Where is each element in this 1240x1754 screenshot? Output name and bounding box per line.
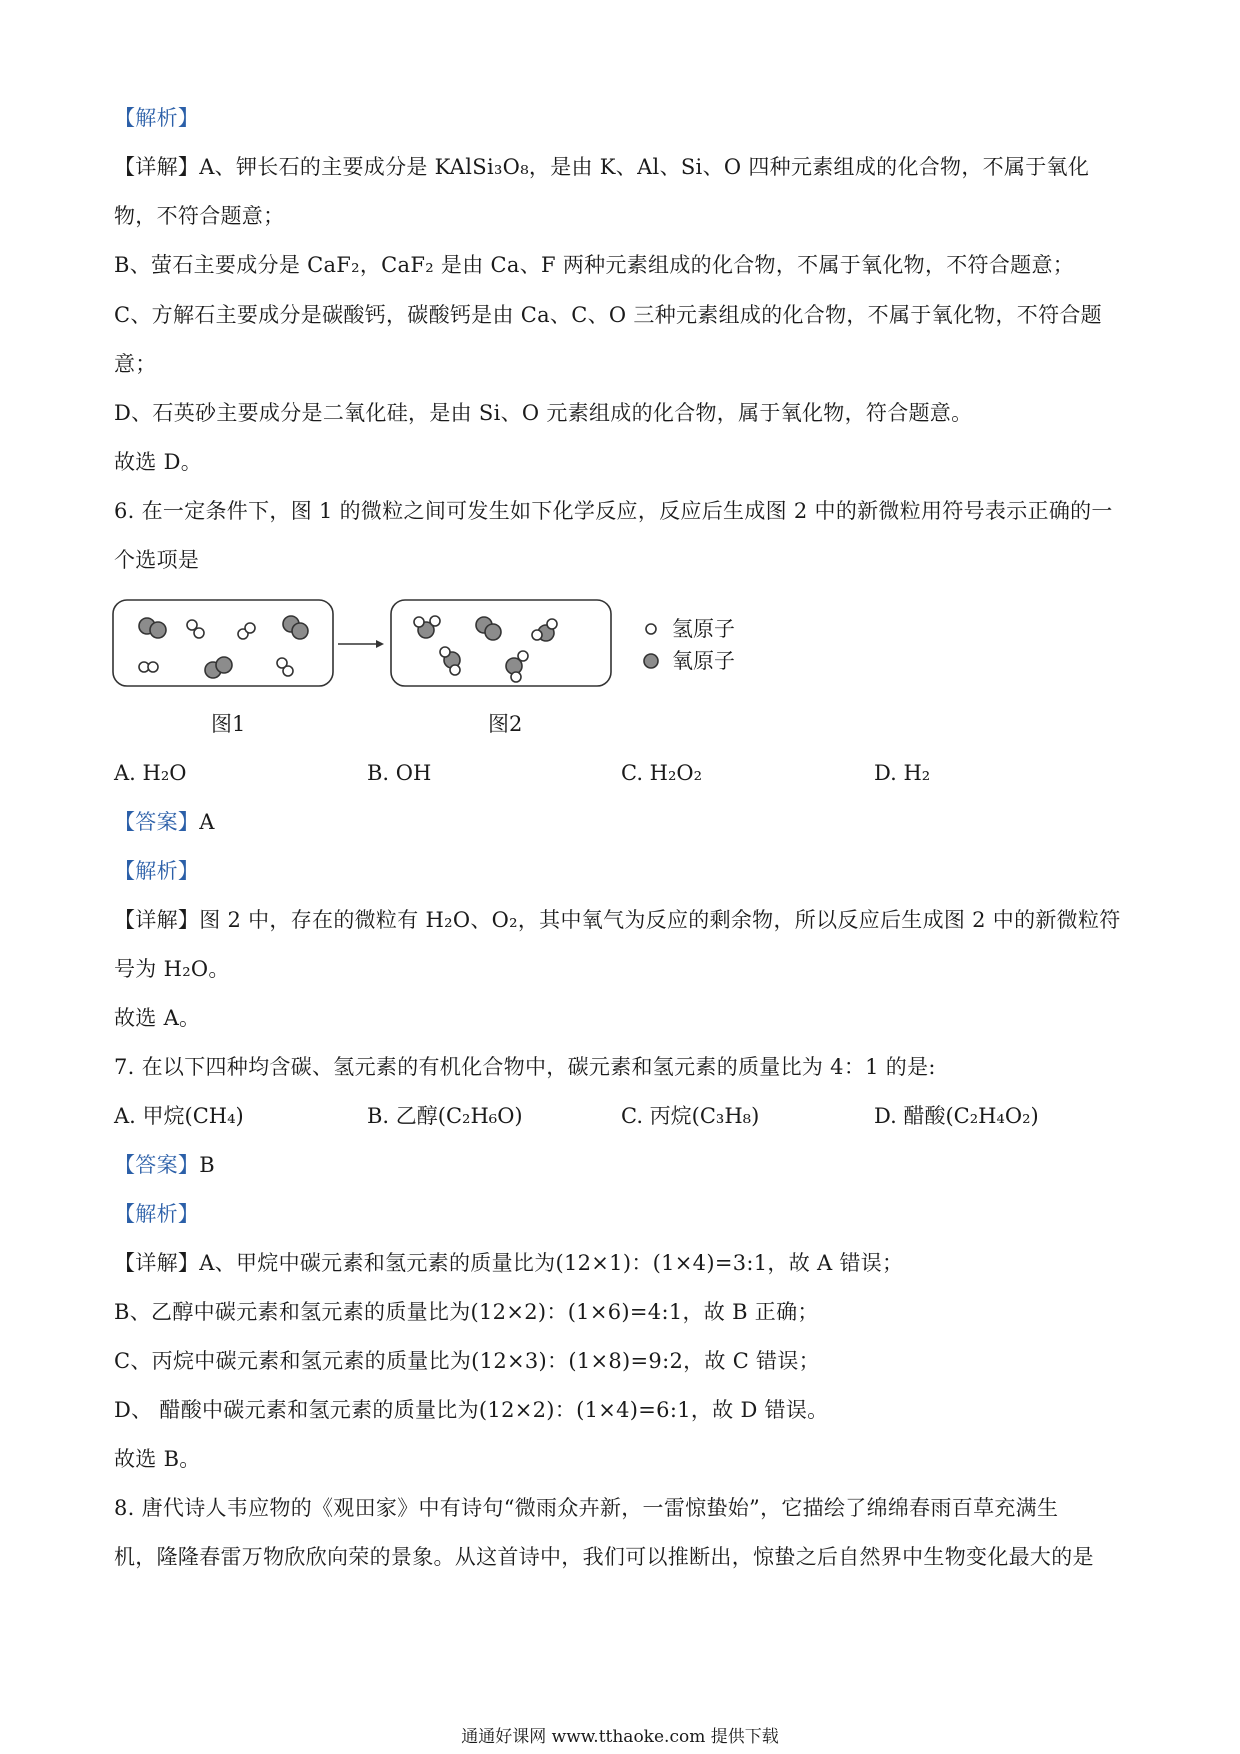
q7-answer	[114, 1150, 215, 1180]
fig2-molecule-h2o-c	[440, 647, 460, 675]
q5-detail-a-line2: 物，不符合题意；	[114, 204, 285, 228]
q7-option-c: C. 丙烷(C₃H₈)	[621, 1104, 760, 1128]
q7-detail-tag: 【详解】	[114, 1251, 200, 1275]
q5-detail-c-line2: 意；	[114, 352, 157, 376]
q6-option-d: D. H₂	[874, 761, 931, 785]
figure1-caption: 图1	[211, 712, 246, 736]
q7-option-b: B. 乙醇(C₂H₆O)	[367, 1104, 523, 1128]
q7-conclusion: 故选 B。	[114, 1447, 201, 1471]
fig1-molecule-h2-d	[277, 658, 293, 676]
fig1-molecule-h2-a	[187, 620, 204, 638]
q6-detail-text: 图 2 中，存在的微粒有 H₂O、O₂，其中氧气为反应的剩余物，所以反应后生成图 2 中的新微粒符	[199, 908, 1121, 932]
q6-stem-line2: 个选项是	[114, 548, 200, 572]
q7-analysis-tag: 【解析】	[114, 1202, 200, 1226]
reaction-arrow-head	[376, 640, 384, 648]
q5-detail-d: D、石英砂主要成分是二氧化硅，是由 Si、O 元素组成的化合物，属于氧化物，符合题意。	[114, 401, 973, 425]
q5-detail-tag: 【详解】	[114, 155, 200, 179]
q5-detail-b: B、萤石主要成分是 CaF₂，CaF₂ 是由 Ca、F 两种元素组成的化合物，不属于氧化物，不符合题意；	[114, 253, 1075, 277]
fig2-molecule-h2o-a	[414, 616, 440, 638]
q6-answer	[114, 807, 215, 837]
q6-analysis-tag: 【解析】	[114, 859, 200, 883]
q5-detail-a-text: A、钾长石的主要成分是 KAlSi₃O₈，是由 K、Al、Si、O 四种元素组成的化合物，不属于氧化	[199, 155, 1090, 179]
q6-stem-line1: 6. 在一定条件下，图 1 的微粒之间可发生如下化学反应，反应后生成图 2 中的新微粒用符号表示正确的一	[114, 499, 1113, 523]
page-footer: 通通好课网 www.tthaoke.com 提供下载	[461, 1727, 779, 1747]
fig2-molecule-h2o-d	[506, 651, 528, 682]
figure2-box	[391, 600, 611, 686]
fig1-molecule-h2-c	[139, 662, 158, 672]
q8-stem-line2: 机，隆隆春雷万物欣欣向荣的景象。从这首诗中，我们可以推断出，惊蛰之后自然界中生物变化最大的是	[114, 1545, 1094, 1569]
q5-conclusion: 故选 D。	[114, 450, 203, 474]
fig2-molecule-h2o-b	[532, 619, 557, 641]
q7-detail-d: D、 醋酸中碳元素和氢元素的质量比为(12×2)：(1×4)=6:1，故 D 错误。	[114, 1398, 829, 1422]
q5-detail-a-line1	[114, 152, 1089, 182]
q7-answer-value: B	[199, 1153, 215, 1177]
fig1-molecule-h2-b	[238, 623, 255, 639]
q7-option-a: A. 甲烷(CH₄)	[114, 1104, 244, 1128]
q7-answer-tag: 【答案】	[114, 1153, 200, 1177]
fig1-molecule-o2-c	[205, 657, 232, 678]
q6-conclusion: 故选 A。	[114, 1006, 201, 1030]
q6-detail-line2: 号为 H₂O。	[114, 957, 230, 981]
q6-detail-tag: 【详解】	[114, 908, 200, 932]
q6-option-c: C. H₂O₂	[621, 761, 703, 785]
q6-option-b: B. OH	[367, 761, 432, 785]
q6-detail-line1	[114, 905, 1121, 935]
q7-option-d: D. 醋酸(C₂H₄O₂)	[874, 1104, 1039, 1128]
q7-detail-a-text: A、甲烷中碳元素和氢元素的质量比为(12×1)：(1×4)=3:1，故 A 错误；	[199, 1251, 904, 1275]
figure2-caption: 图2	[488, 712, 523, 736]
fig1-molecule-o2-b	[283, 616, 308, 639]
legend-oxygen-label: 氧原子	[672, 649, 735, 673]
q5-detail-c-line1: C、方解石主要成分是碳酸钙，碳酸钙是由 Ca、C、O 三种元素组成的化合物，不属于氧化物，不符合题	[114, 303, 1102, 327]
q6-reaction-diagram	[100, 590, 760, 700]
legend-hydrogen-icon	[646, 624, 656, 634]
q6-answer-value: A	[199, 810, 215, 834]
q5-analysis-tag: 【解析】	[114, 106, 200, 130]
q7-detail-a	[114, 1248, 903, 1278]
q7-detail-b: B、乙醇中碳元素和氢元素的质量比为(12×2)：(1×6)=4:1，故 B 正确；	[114, 1300, 819, 1324]
q6-option-a: A. H₂O	[114, 761, 187, 785]
fig2-molecule-o2	[476, 617, 501, 640]
legend-hydrogen-label: 氢原子	[672, 617, 735, 641]
legend-oxygen-icon	[644, 654, 658, 668]
q6-answer-tag: 【答案】	[114, 810, 200, 834]
q8-stem-line1: 8. 唐代诗人韦应物的《观田家》中有诗句“微雨众卉新，一雷惊蛰始”，它描绘了绵绵春雨百草充满生	[114, 1496, 1059, 1520]
q7-detail-c: C、丙烷中碳元素和氢元素的质量比为(12×3)：(1×8)=9:2，故 C 错误；	[114, 1349, 820, 1373]
fig1-molecule-o2-a	[139, 618, 166, 638]
q7-stem: 7. 在以下四种均含碳、氢元素的有机化合物中，碳元素和氢元素的质量比为 4：1 的是:	[114, 1055, 936, 1079]
